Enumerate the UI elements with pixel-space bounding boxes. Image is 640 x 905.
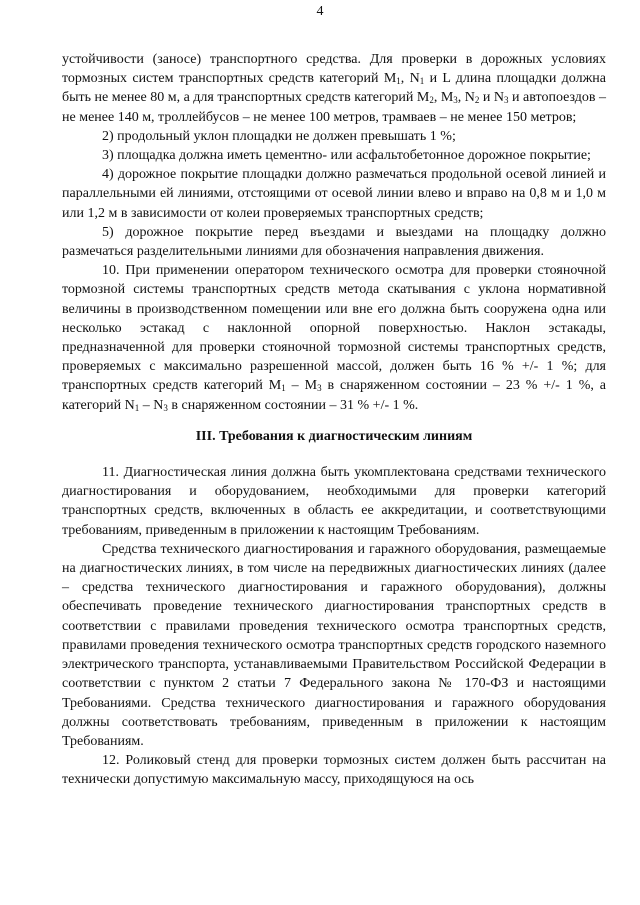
paragraph-p-cont: устойчивости (заносе) транспортного средства. Для проверки в дорожных условиях тормозных систем транспортных средств категорий $M_1$, $N_1$ и L длина площадки должна быть не менее 80 м, а для транспортных средств категорий $M_2$, $M_3$, $N_2$ и $N_3$ и автопоездов – не менее 140 м, троллейбусов – не менее 100 метров, трамваев – не менее 150 метров; <box>62 52 607 125</box>
paragraphs-after-heading <box>62 463 606 789</box>
document-body <box>62 50 606 790</box>
paragraph-p-item-5: 5) дорожное покрытие перед въездами и выездами на площадку должно размечаться разделительными линиями для обозначения направления движения. <box>62 224 606 260</box>
paragraph-p-item-3: 3) площадка должна иметь цементно- или асфальтобетонное дорожное покрытие; <box>102 148 591 164</box>
section-heading: III. Требования к диагностическим линиям <box>195 428 473 444</box>
paragraph-p-11: 11. Диагностическая линия должна быть укомплектована средствами технического диагностирования и оборудованием, необходимыми для проверки категорий транспортных средств, включенных в область ее аккредитации, и соответствующими требованиям, приведенным в приложении к настоящим Требованиям. <box>62 465 606 538</box>
paragraph-p-10: 10. При применении оператором технического осмотра для проверки стояночной тормозной системы транспортных средств метода скатывания с уклона нормативной величины в производственном помещении или вне его должна быть сооружена одна или несколько эстакад с наклонной опорной поверхностью. Наклон эстакады, предназначенной для проверки стояночной тормозной системы транспортных средств, проверяемых с максимально разрешенной массой, должен быть 16 % +/- 1 %; для транспортных средств категорий $M_1 - M_3$ в снаряженном состоянии – 23 % +/- 1 %, а категорий $N_1 - N_3$ в снаряженном состоянии – 31 % +/- 1 %. <box>62 263 607 413</box>
paragraph-p-11b: Средства технического диагностирования и гаражного оборудования, размещаемые на диагностических линиях, в том числе на передвижных диагностических линиях (далее – средства технического диагностирования и гаражного оборудования), должны обеспечивать проведение технического диагностирования транспортных средств в соответствии с правилами проведения технического осмотра транспортных средств, правилами проведения технического осмотра транспортных средств городского наземного электрического транспорта, устанавливаемыми Правительством Российской Федерации в соответствии с пунктом 2 статьи 7 Федерального закона № 170-ФЗ и настоящими Требованиями. Средства технического диагностирования и гаражного оборудования должны соответствовать требованиям, приведенным в приложении к настоящим Требованиям. <box>62 541 606 749</box>
paragraphs-before-heading <box>62 50 606 415</box>
page-number: 4 <box>316 4 324 19</box>
paragraph-p-item-4: 4) дорожное покрытие площадки должно размечаться продольной осевой линией и параллельными ей линиями, отстоящими от осевой линии влево и вправо на 0,8 м и 1,0 м или 1,2 м в зависимости от колеи проверяемых транспортных средств; <box>62 167 606 221</box>
paragraph-p-item-2: 2) продольный уклон площадки не должен превышать 1 %; <box>102 128 456 144</box>
paragraph-p-12: 12. Роликовый стенд для проверки тормозных систем должен быть рассчитан на технически допустимую максимальную массу, приходящуюся на ось <box>62 753 606 788</box>
